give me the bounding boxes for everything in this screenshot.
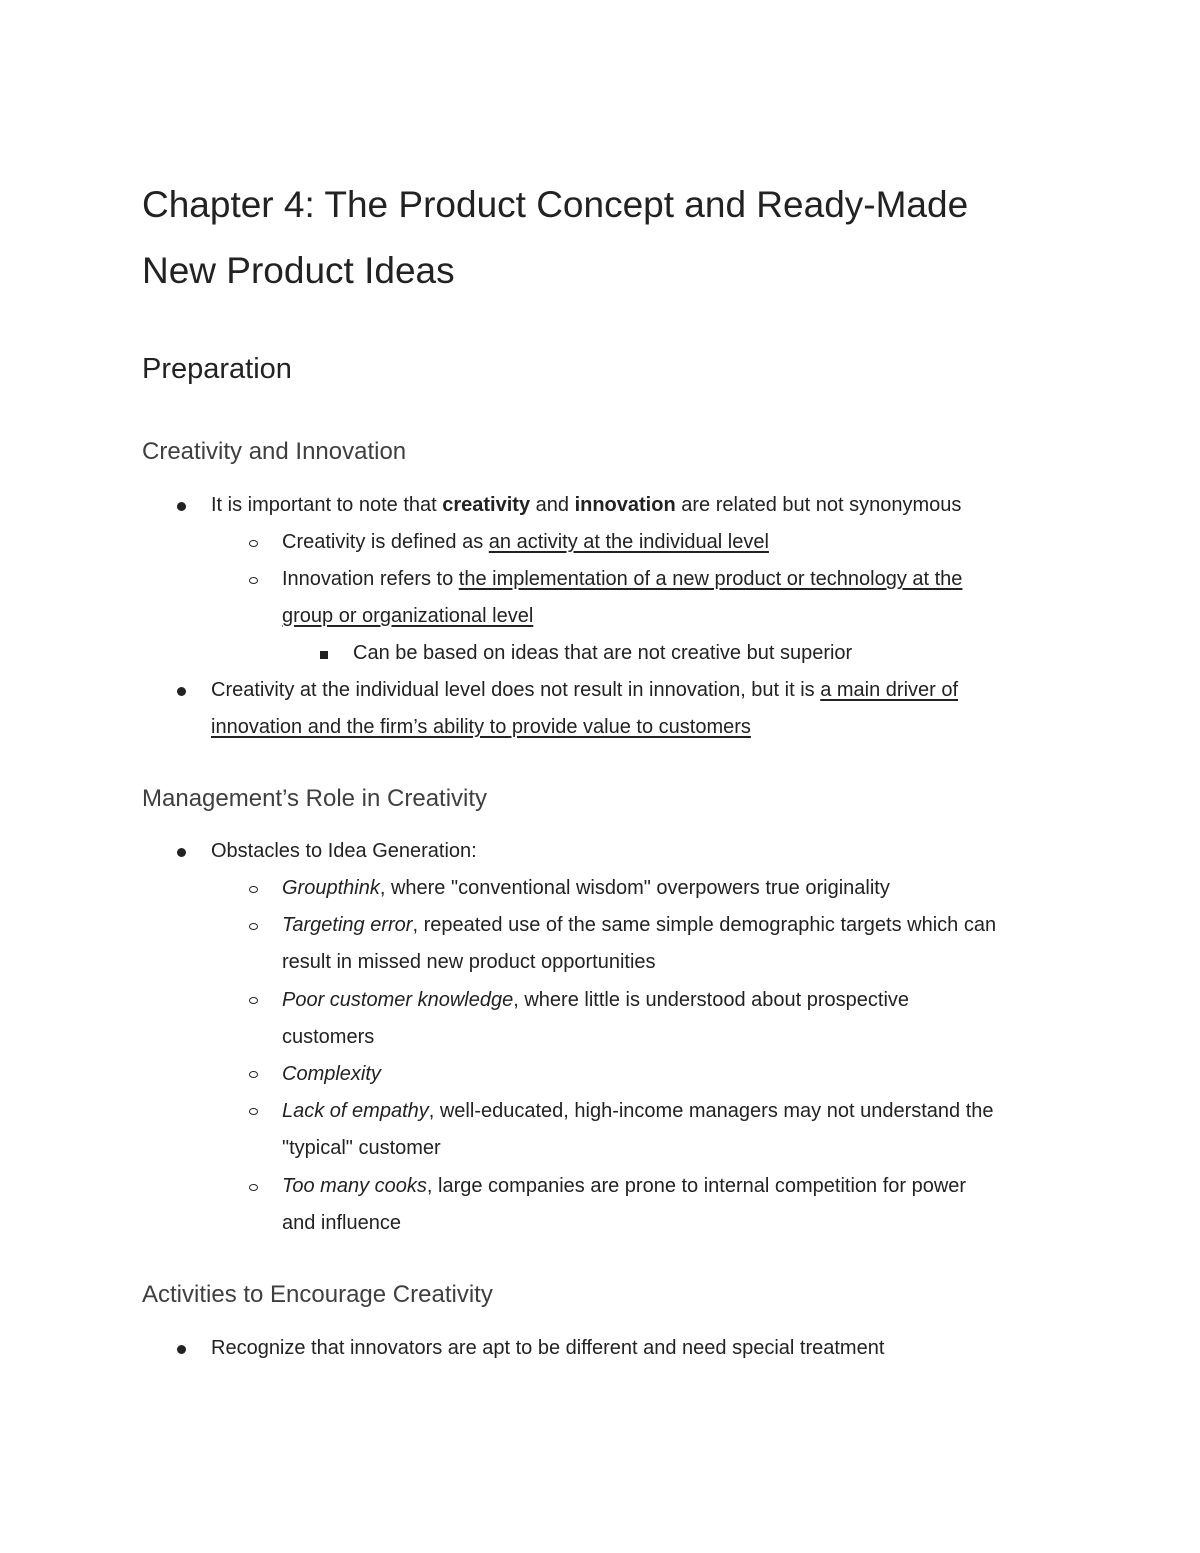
hollow-bullet-icon (249, 923, 258, 930)
hollow-bullet-icon (249, 1184, 258, 1191)
list-item (282, 1093, 994, 1130)
title-line-2: New Product Ideas (142, 250, 455, 291)
underlined-text: a main driver of (820, 679, 959, 701)
heading-creativity-innovation: Creativity and Innovation (142, 438, 407, 465)
list-item (282, 1168, 966, 1205)
italic-term: Complexity (282, 1063, 381, 1085)
list-item-continuation: "typical" customer (282, 1137, 441, 1159)
bullet-icon (177, 848, 186, 857)
text-segment: Creativity is defined as (282, 531, 489, 553)
section-heading-preparation: Preparation (142, 353, 292, 385)
underlined-text: group or organizational level (282, 605, 534, 627)
hollow-bullet-icon (249, 540, 258, 547)
hollow-bullet-icon (249, 886, 258, 893)
italic-term: Lack of empathy (282, 1100, 429, 1122)
list-item (282, 870, 890, 907)
list-item-continuation: result in missed new product opportunities (282, 951, 656, 973)
hollow-bullet-icon (249, 577, 258, 584)
underlined-text: an activity at the individual level (488, 531, 769, 553)
list-item-continuation (211, 709, 751, 746)
text-segment: and (530, 494, 575, 516)
italic-term: Too many cooks (282, 1175, 427, 1197)
hollow-bullet-icon (249, 997, 258, 1004)
text-segment: It is important to note that (211, 494, 443, 516)
text-segment: Creativity at the individual level does not result in innovation, but it is (211, 679, 821, 701)
list-item (211, 672, 958, 709)
square-bullet-icon (320, 651, 328, 659)
list-item (282, 907, 996, 944)
bullet-icon (177, 1345, 186, 1354)
list-item-continuation (282, 598, 533, 635)
bold-term: creativity (442, 494, 531, 516)
list-item (282, 1056, 381, 1093)
text-segment: Innovation refers to (282, 568, 459, 590)
list-item-continuation: customers (282, 1026, 375, 1048)
italic-term: Poor customer knowledge (282, 989, 514, 1011)
title-line-1: Chapter 4: The Product Concept and Ready-Made (142, 184, 969, 225)
bullet-icon (177, 687, 186, 696)
list-item-continuation: and influence (282, 1212, 401, 1234)
underlined-text: innovation and the firm’s ability to provide value to customers (211, 716, 751, 738)
text-segment: , where "conventional wisdom" overpowers true originality (379, 877, 890, 899)
hollow-bullet-icon (249, 1108, 258, 1115)
text-segment: are related but not synonymous (675, 494, 962, 516)
text-segment: , repeated use of the same simple demographic targets which can (412, 914, 997, 936)
text-segment: , large companies are prone to internal competition for power (426, 1175, 967, 1197)
list-item (211, 487, 961, 524)
bold-term: innovation (574, 494, 676, 516)
text-segment: , where little is understood about prospective (513, 989, 910, 1011)
list-item: Can be based on ideas that are not creative but superior (353, 642, 853, 664)
list-item (282, 524, 769, 561)
bullet-icon (177, 502, 186, 511)
heading-activities: Activities to Encourage Creativity (142, 1281, 493, 1308)
italic-term: Targeting error (282, 914, 413, 936)
underlined-text: the implementation of a new product or technology at the (458, 568, 963, 590)
list-item (282, 982, 909, 1019)
list-item: Recognize that innovators are apt to be different and need special treatment (211, 1337, 885, 1359)
text-segment: , well-educated, high-income managers may not understand the (428, 1100, 994, 1122)
hollow-bullet-icon (249, 1071, 258, 1078)
list-item: Obstacles to Idea Generation: (211, 840, 477, 862)
list-item (282, 561, 962, 598)
italic-term: Groupthink (282, 877, 380, 899)
document-title (142, 172, 1062, 304)
heading-management-role: Management’s Role in Creativity (142, 785, 488, 812)
